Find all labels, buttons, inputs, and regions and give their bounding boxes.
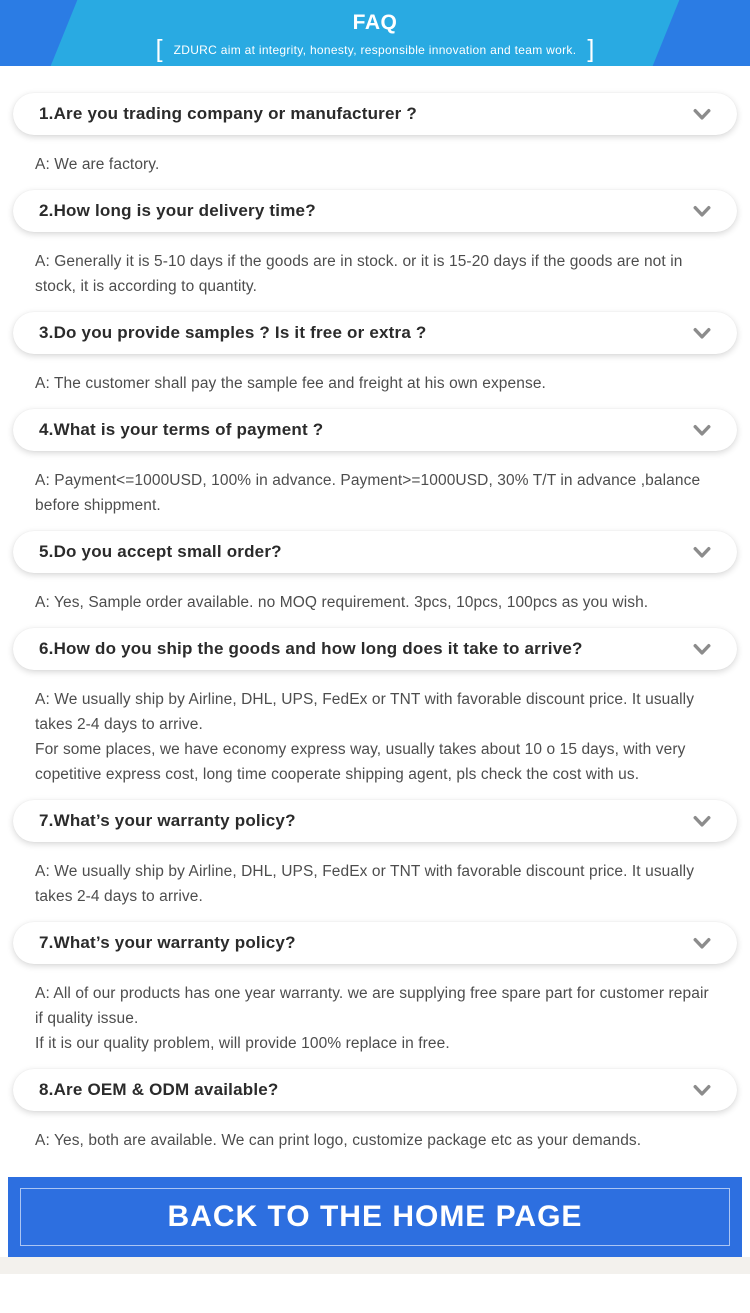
faq-answer <box>35 859 720 909</box>
faq-answer-paragraph: A: We usually ship by Airline, DHL, UPS, FedEx or TNT with favorable discount price. It usually takes 2-4 days to arrive. <box>35 863 695 905</box>
back-home-button[interactable] <box>8 1177 742 1257</box>
faq-answer-paragraph: A: Yes, both are available. We can print logo, customize package etc as your demands. <box>35 1132 642 1149</box>
faq-question-label: 1.Are you trading company or manufacturer ? <box>39 104 417 123</box>
faq-question-bar[interactable] <box>13 531 737 573</box>
faq-answer-paragraph: A: We are factory. <box>35 156 160 173</box>
faq-question-label: 7.What’s your warranty policy? <box>39 811 296 830</box>
faq-question-bar[interactable] <box>13 190 737 232</box>
faq-answer <box>35 1128 720 1153</box>
faq-answer <box>35 981 720 1056</box>
faq-item <box>0 531 750 615</box>
faq-item <box>0 922 750 1056</box>
faq-item <box>0 1069 750 1153</box>
faq-question-label: 5.Do you accept small order? <box>39 542 282 561</box>
faq-answer-paragraph: A: We usually ship by Airline, DHL, UPS, FedEx or TNT with favorable discount price. It usually takes 2-4 days to arrive. <box>35 691 695 733</box>
faq-question-label: 3.Do you provide samples ? Is it free or extra ? <box>39 323 427 342</box>
faq-item <box>0 800 750 909</box>
page-header <box>0 0 750 66</box>
faq-answer <box>35 687 720 787</box>
faq-answer <box>35 152 720 177</box>
chevron-down-icon <box>693 327 711 340</box>
chevron-down-icon <box>693 937 711 950</box>
faq-answer-paragraph: If it is our quality problem, will provide 100% replace in free. <box>35 1035 450 1052</box>
chevron-down-icon <box>693 205 711 218</box>
faq-question-bar[interactable] <box>13 922 737 964</box>
faq-answer-paragraph: A: Payment<=1000USD, 100% in advance. Payment>=1000USD, 30% T/T in advance ,balance before shippment. <box>35 472 701 514</box>
faq-item <box>0 190 750 299</box>
faq-list <box>0 66 750 1153</box>
page-title: FAQ <box>352 10 398 34</box>
faq-answer-paragraph: For some places, we have economy express way, usually takes about 10 o 15 days, with very copetitive express cost, long time cooperate shipping agent, pls check the cost with us. <box>35 741 686 783</box>
chevron-down-icon <box>693 424 711 437</box>
faq-answer <box>35 590 720 615</box>
faq-item <box>0 93 750 177</box>
faq-question-bar[interactable] <box>13 628 737 670</box>
chevron-down-icon <box>693 108 711 121</box>
chevron-down-icon <box>693 546 711 559</box>
faq-answer-paragraph: A: All of our products has one year warranty. we are supplying free spare part for customer repair if quality issue. <box>35 985 709 1027</box>
faq-question-label: 7.What’s your warranty policy? <box>39 933 296 952</box>
faq-question-label: 6.How do you ship the goods and how long does it take to arrive? <box>39 639 583 658</box>
faq-question-label: 8.Are OEM & ODM available? <box>39 1080 279 1099</box>
faq-question-label: 2.How long is your delivery time? <box>39 201 316 220</box>
chevron-down-icon <box>693 1084 711 1097</box>
faq-question-bar[interactable] <box>13 1069 737 1111</box>
faq-question-label: 4.What is your terms of payment ? <box>39 420 324 439</box>
back-home-label: BACK TO THE HOME PAGE <box>167 1200 583 1233</box>
tagline-text: ZDURC aim at integrity, honesty, responsible innovation and team work. <box>173 42 577 57</box>
page-bottom-strip <box>0 1257 750 1274</box>
chevron-down-icon <box>693 815 711 828</box>
header-tagline <box>155 34 595 63</box>
faq-answer <box>35 249 720 299</box>
faq-answer <box>35 468 720 518</box>
faq-item <box>0 312 750 396</box>
faq-answer-paragraph: A: The customer shall pay the sample fee and freight at his own expense. <box>35 375 546 392</box>
left-bracket-decoration: [ <box>155 34 163 63</box>
faq-question-bar[interactable] <box>13 409 737 451</box>
faq-answer-paragraph: A: Generally it is 5-10 days if the goods are in stock. or it is 15-20 days if the goods are not in stock, it is according to quantity. <box>35 253 683 295</box>
faq-answer <box>35 371 720 396</box>
right-bracket-decoration: ] <box>587 34 595 63</box>
faq-answer-paragraph: A: Yes, Sample order available. no MOQ requirement. 3pcs, 10pcs, 100pcs as you wish. <box>35 594 649 611</box>
faq-question-bar[interactable] <box>13 93 737 135</box>
faq-item <box>0 628 750 787</box>
faq-question-bar[interactable] <box>13 312 737 354</box>
faq-item <box>0 409 750 518</box>
chevron-down-icon <box>693 643 711 656</box>
faq-question-bar[interactable] <box>13 800 737 842</box>
